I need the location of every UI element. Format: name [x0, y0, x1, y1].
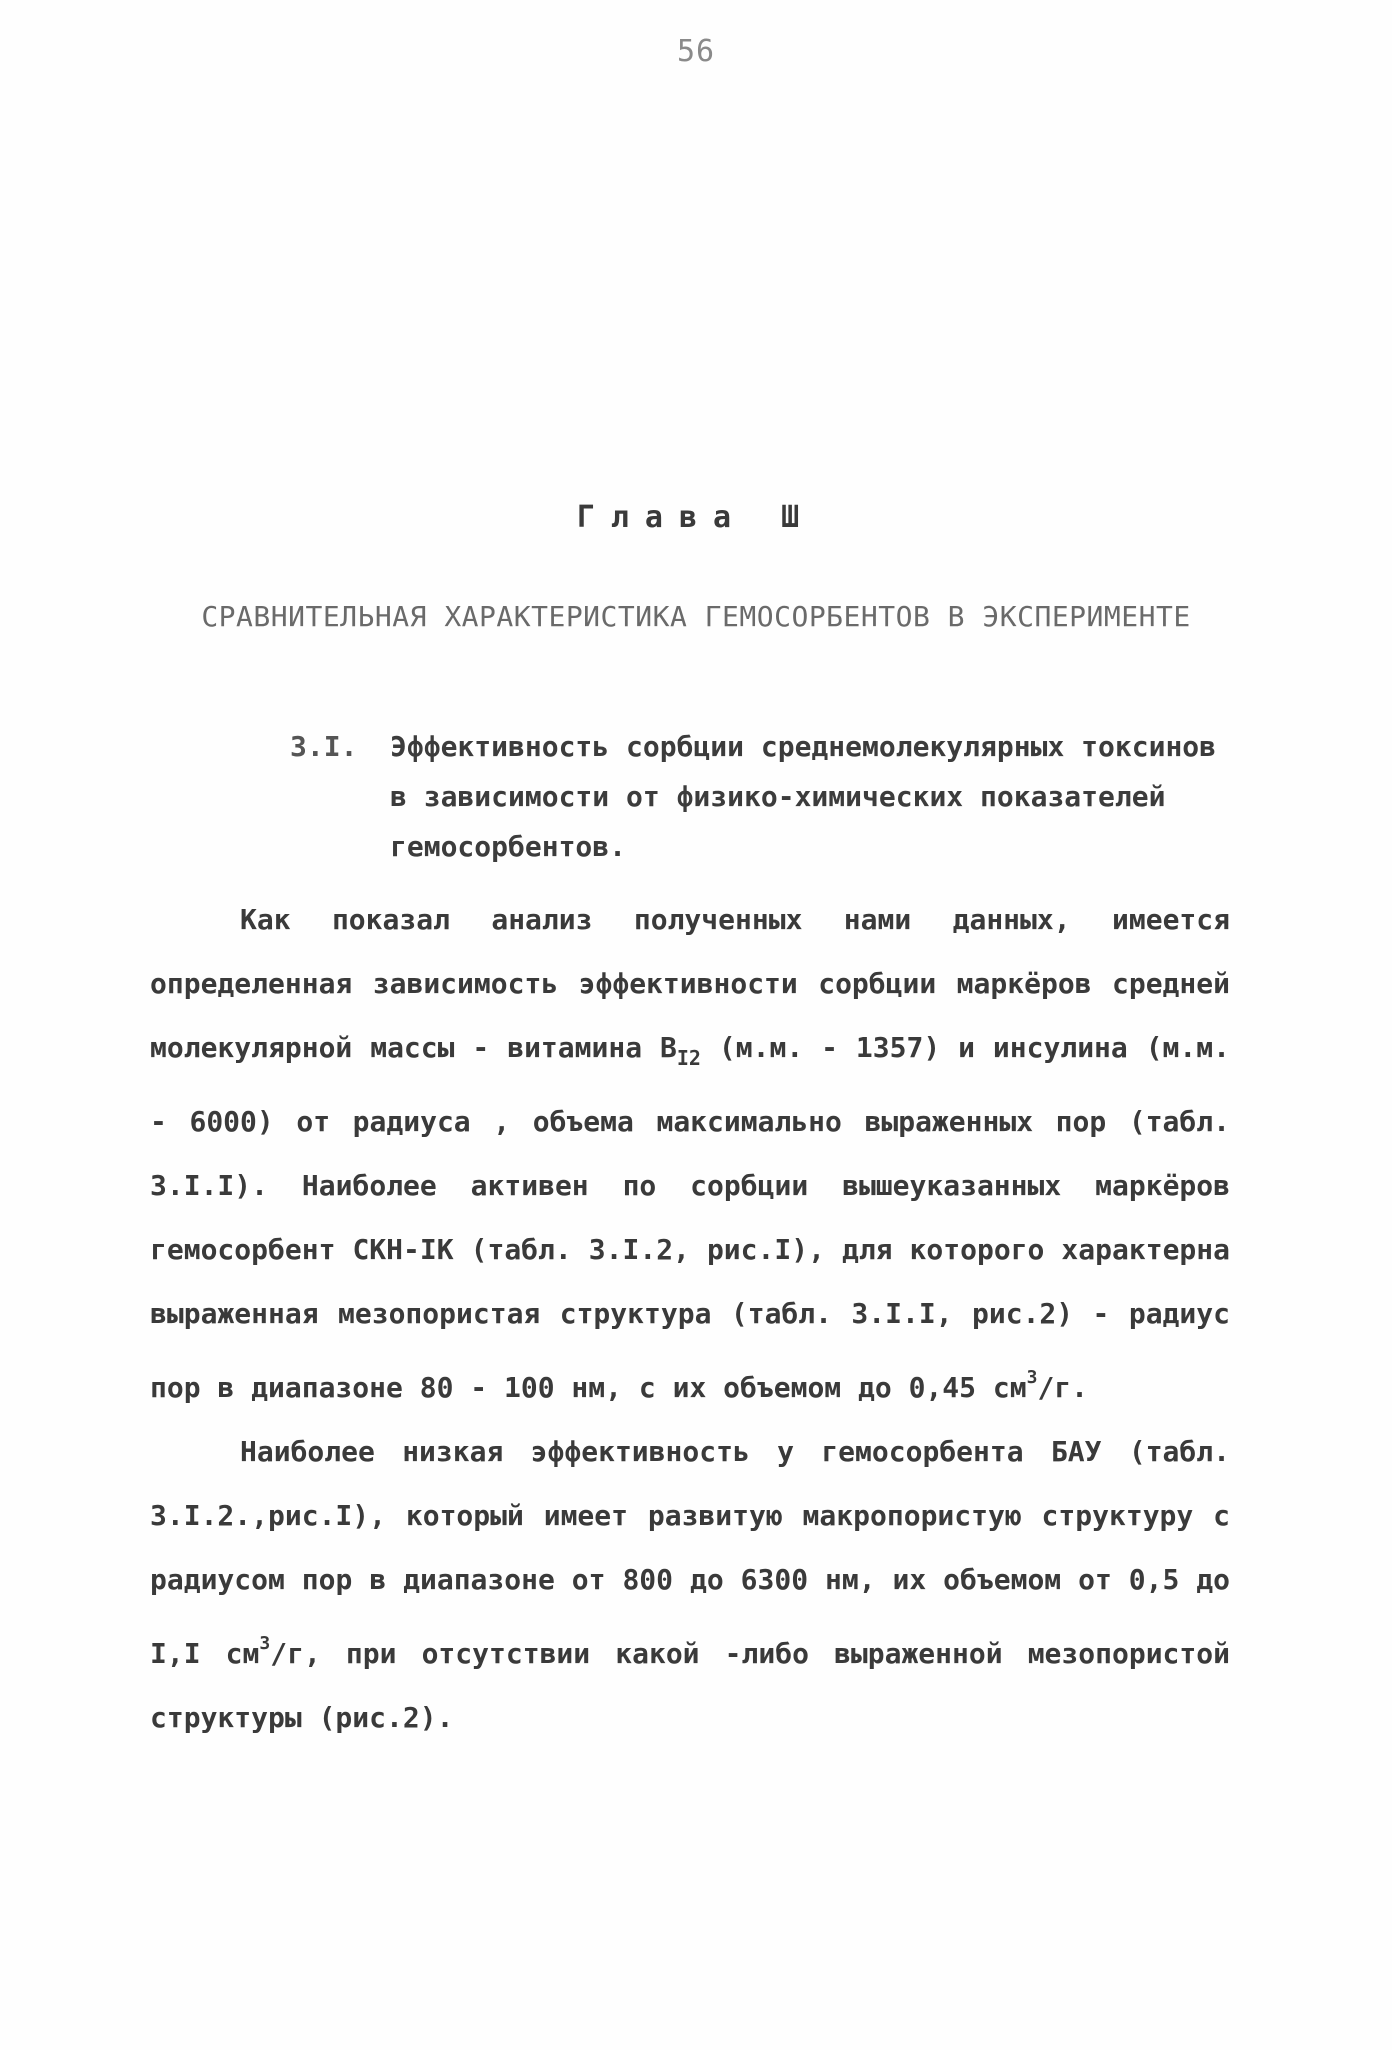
chapter-title: СРАВНИТЕЛЬНАЯ ХАРАКТЕРИСТИКА ГЕМОСОРБЕНТОВ В ЭКСПЕРИМЕНТЕ	[201, 600, 1191, 633]
section-title: Эффективность сорбции среднемолекулярных токсинов в зависимости от физико-химических показателей гемосорбентов.	[390, 730, 1217, 863]
paragraph-1-part-2: (м.м. - 1357) и инсулина (м.м. - 6000) от радиуса , объема максимально выраженных пор (табл. 3.I.I). Наиболее активен по сорбции вышеуказанных маркёров гемосорбент СКН-IК (табл. 3.I.2, рис.I), для которого характерна выраженная мезопористая структура (табл. 3.I.I, рис.2) - радиус пор в диапазоне 80 - 100 нм, с их объемом до 0,45 см	[150, 1031, 1230, 1404]
paragraph-1	[150, 888, 1230, 1420]
body-text	[150, 888, 1230, 1750]
unit-superscript: 3	[1026, 1367, 1038, 1388]
paragraph-1-part-1: Как показал анализ полученных нами данных, имеется определенная зависимость эффективности сорбции маркёров средней молекулярной массы - витамина B	[150, 903, 1230, 1064]
page-number: 56	[676, 34, 716, 69]
vitamin-subscript: I2	[676, 1046, 701, 1070]
section-heading	[290, 722, 1230, 872]
chapter-heading: Глава Ш	[576, 500, 816, 535]
paragraph-1-part-3: /г.	[1037, 1371, 1089, 1404]
unit-superscript: 3	[259, 1633, 271, 1654]
paragraph-2-part-1: Наиболее низкая эффективность у гемосорбента БАУ (табл. 3.I.2.,рис.I), который имеет развитую макропористую структуру с радиусом пор в диапазоне от 800 до 6300 нм, их объемом от 0,5 до I,I см	[150, 1435, 1230, 1670]
section-number: 3.I.	[290, 730, 358, 763]
paragraph-2	[150, 1420, 1230, 1750]
paragraph-2-part-2: /г, при отсутствии какой -либо выраженной мезопористой структуры (рис.2).	[150, 1637, 1230, 1734]
